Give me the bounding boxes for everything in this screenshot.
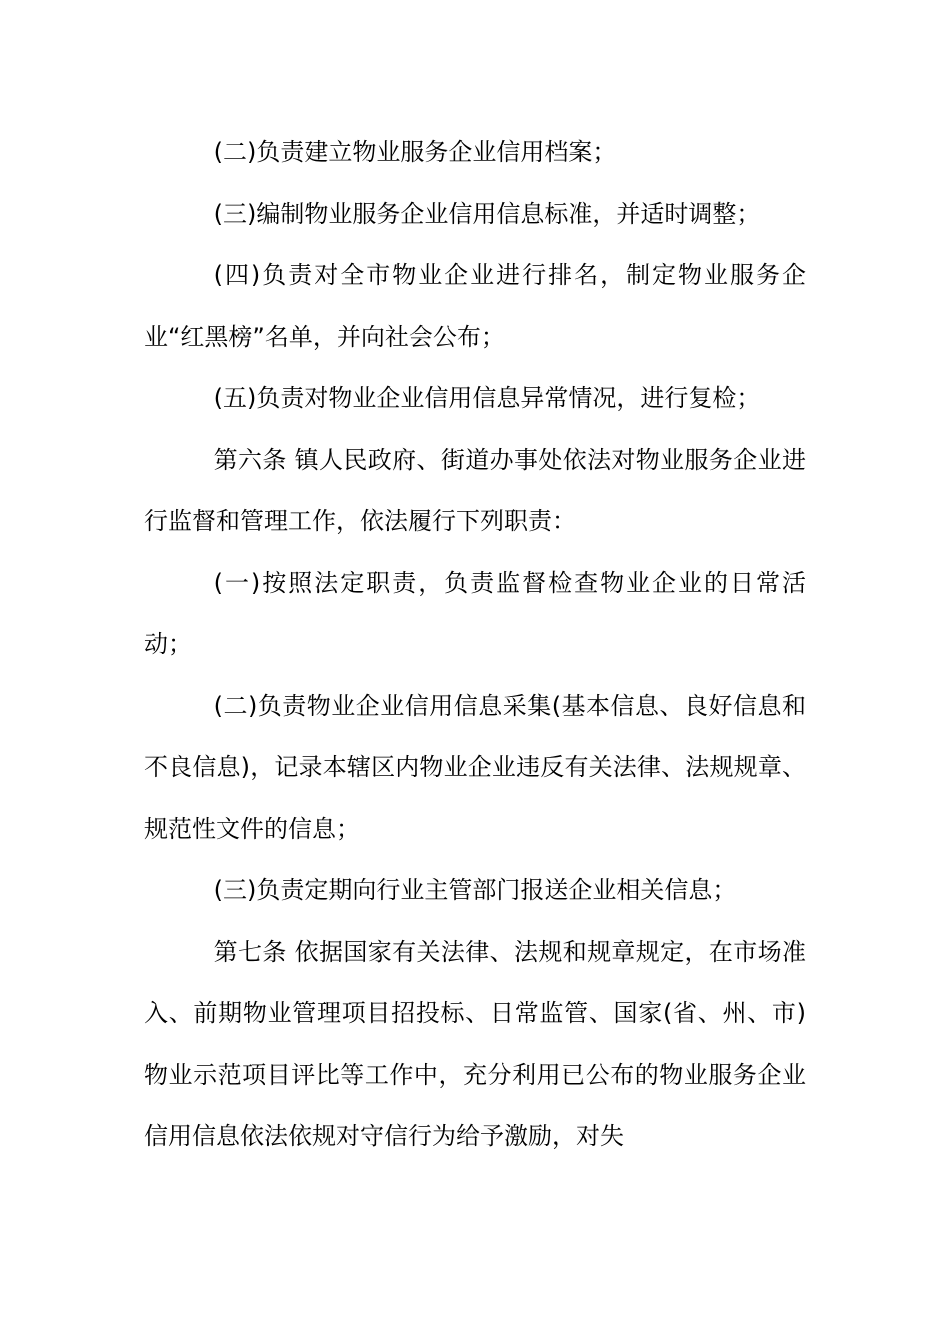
paragraph-item-3: (三)编制物业服务企业信用信息标准，并适时调整； [213, 199, 761, 228]
paragraph-item-4: (四)负责对全市物业企业进行排名，制定物业服务企业“红黑榜”名单，并向社会公布； [144, 261, 806, 351]
article-7-paragraph: 第七条 依据国家有关法律、法规和规章规定，在市场准入、前期物业管理项目招投标、日常监管、国家(省、州、市)物业示范项目评比等工作中，充分利用已公布的物业服务企业信用信息依法依规对守信行为给予激励，对失 [144, 937, 806, 1150]
paragraph-item-5: (五)负责对物业企业信用信息异常情况，进行复检； [213, 384, 761, 412]
paragraph-item-2: (二)负责建立物业服务企业信用档案； [213, 138, 617, 166]
article-6-item-1: (一)按照法定职责，负责监督检查物业企业的日常活动； [144, 568, 806, 658]
article-6-paragraph: 第六条 镇人民政府、街道办事处依法对物业服务企业进行监督和管理工作，依法履行下列职责： [144, 445, 806, 535]
article-6-item-2: (二)负责物业企业信用信息采集(基本信息、良好信息和不良信息)，记录本辖区内物业企业违反有关法律、法规规章、规范性文件的信息； [144, 691, 806, 843]
article-6-item-3: (三)负责定期向行业主管部门报送企业相关信息； [213, 876, 737, 904]
document-body [144, 122, 806, 1168]
